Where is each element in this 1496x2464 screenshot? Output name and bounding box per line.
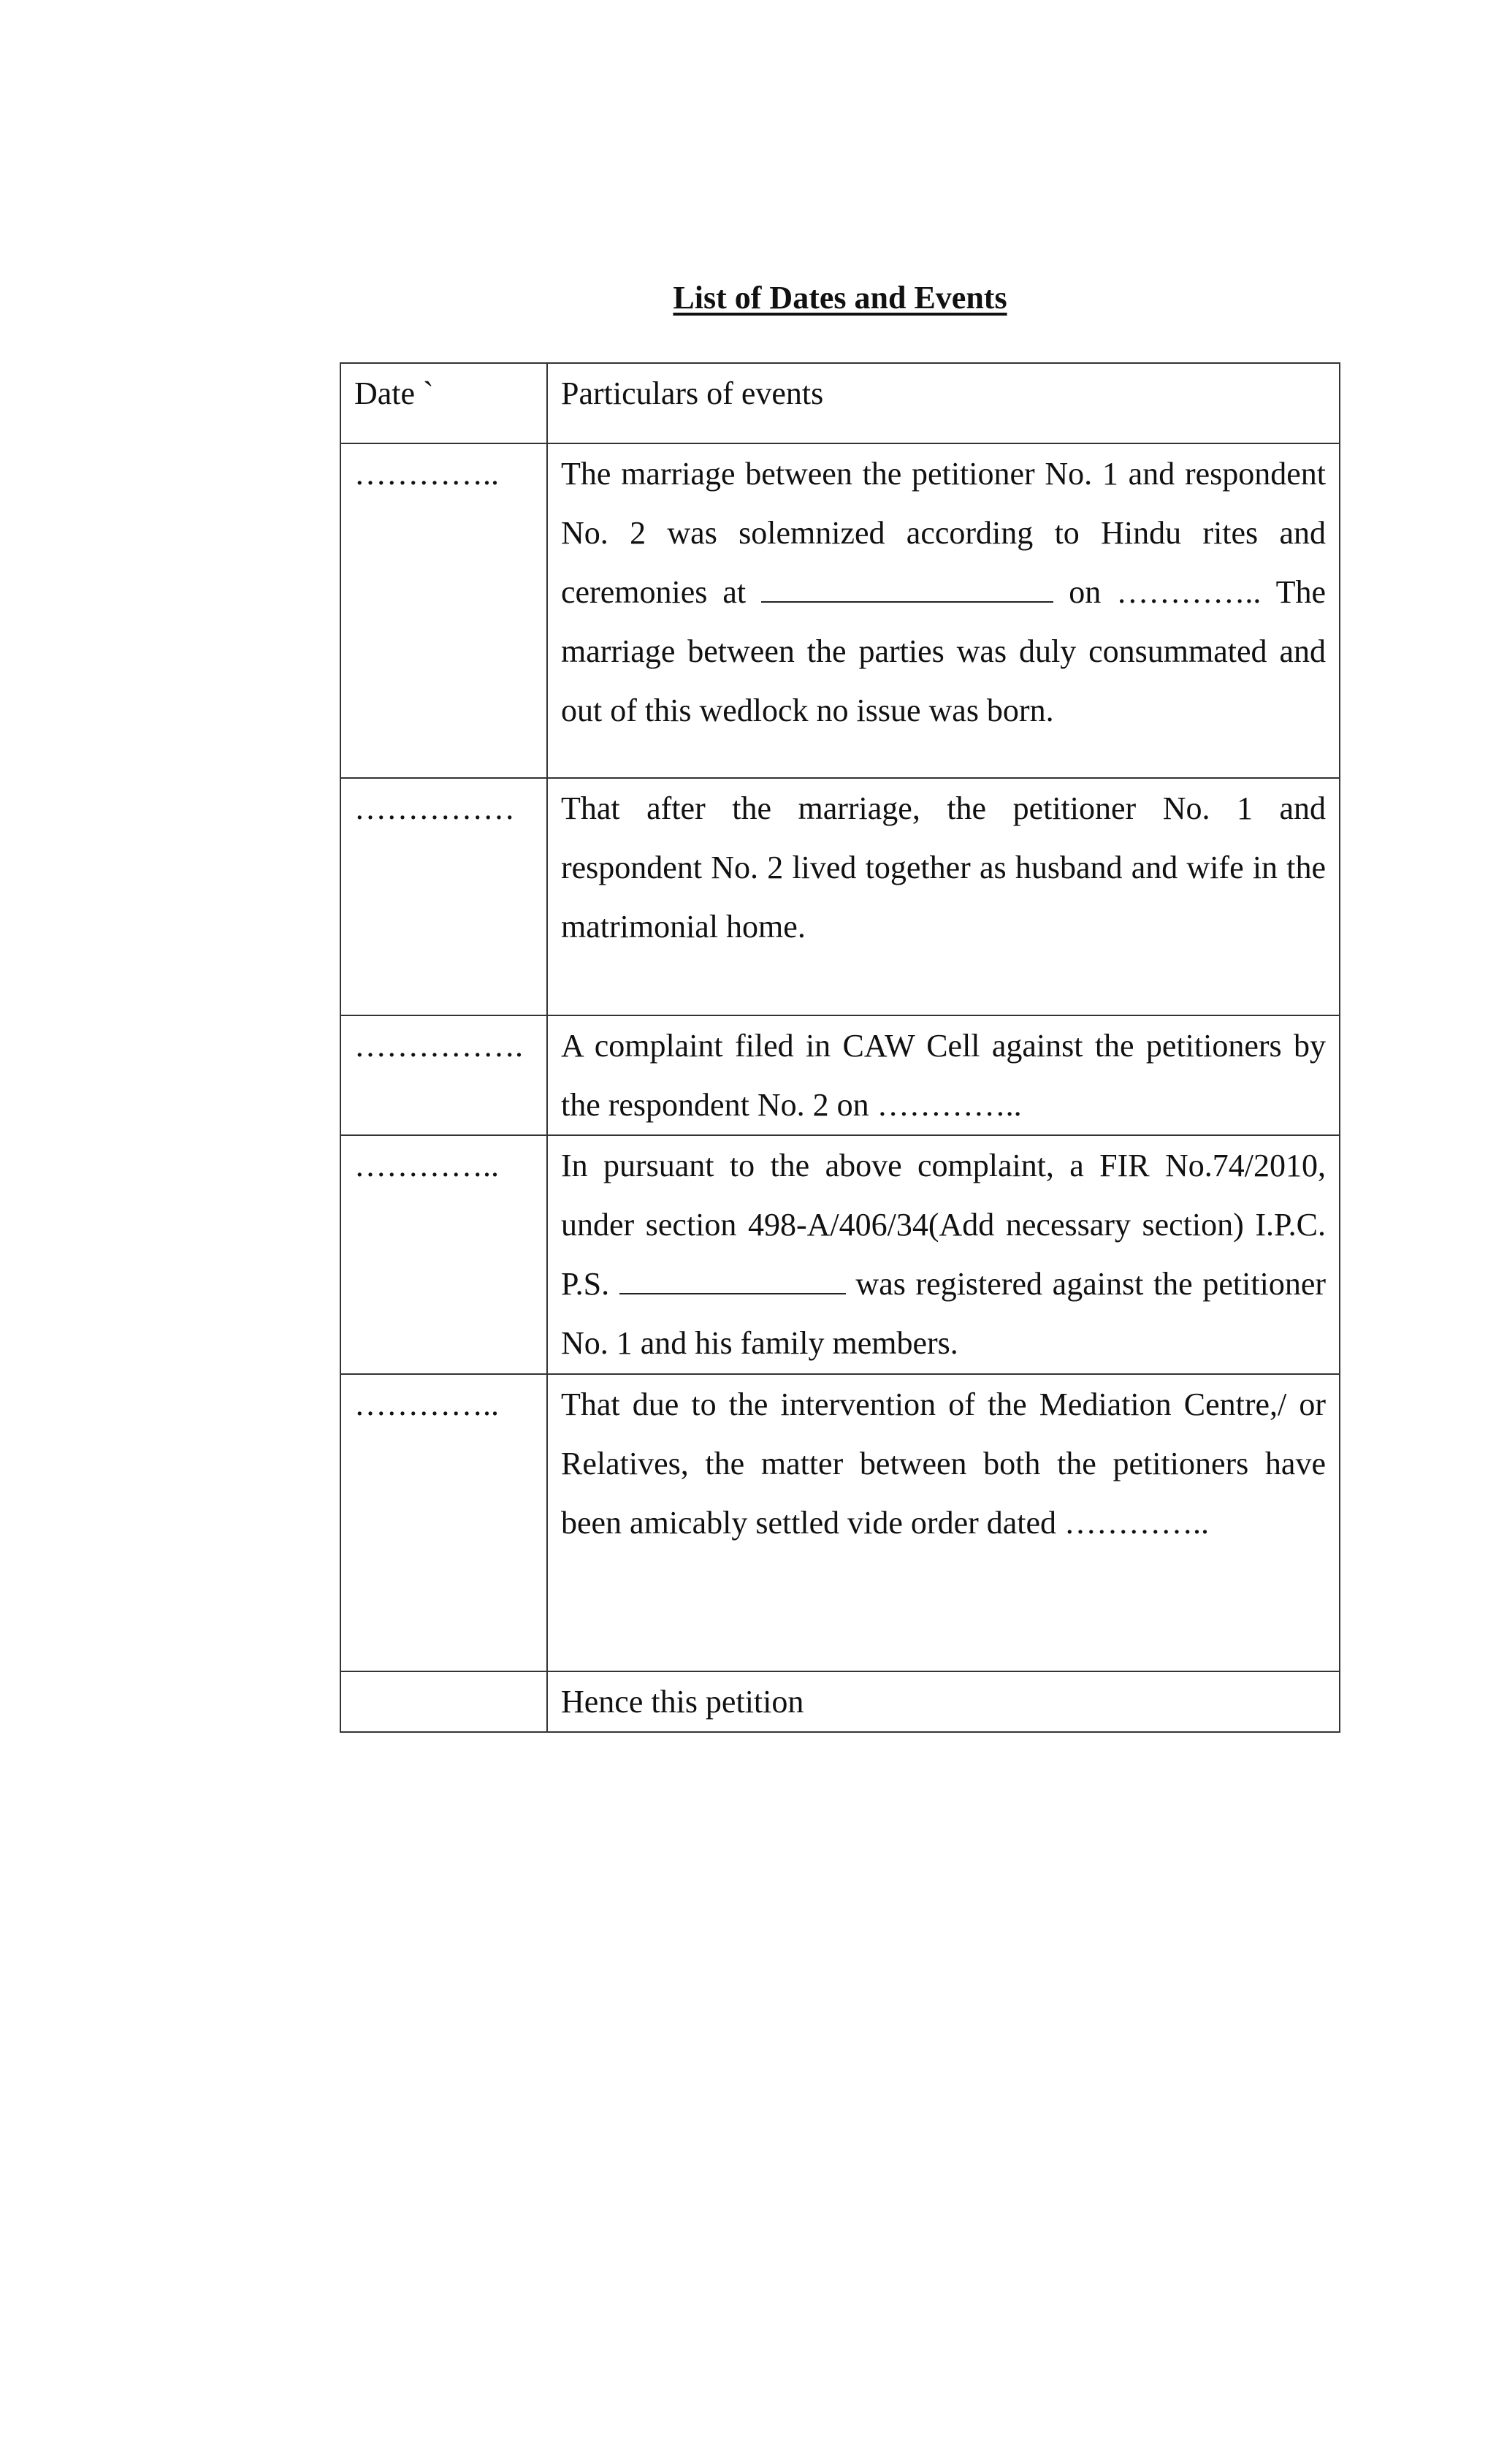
event-text: That due to the intervention of the Mediation Centre,/ or Relatives, the matter between both the petitioners have been amicably settled vide order dated ………….. [561, 1387, 1326, 1541]
event-text: was registered against the petitioner No. 1 and his family members. [561, 1266, 1326, 1361]
table-row [340, 778, 1340, 1015]
event-date: ………….. [340, 1135, 547, 1374]
table-row [340, 1671, 1340, 1732]
event-particulars [547, 1015, 1340, 1135]
event-date: …………… [340, 778, 547, 1015]
fill-in-blank [619, 1264, 846, 1294]
event-particulars [547, 443, 1340, 778]
table-row [340, 443, 1340, 778]
table-row [340, 1374, 1340, 1671]
header-date: Date ` [340, 363, 547, 443]
table-row [340, 1015, 1340, 1135]
table-row [340, 1135, 1340, 1374]
event-text: In pursuant to the above complaint, a FIR No.74/2010, under section 498-A/406/34(Add necessary section) I.P.C. P.S. [561, 1148, 1326, 1302]
event-text: on [1069, 574, 1102, 610]
table-header-row [340, 363, 1340, 443]
event-date: ………….. [340, 1374, 547, 1671]
dates-events-table [340, 362, 1340, 1733]
event-particulars: Hence this petition [547, 1671, 1340, 1732]
header-particulars: Particulars of events [547, 363, 1340, 443]
event-date [340, 1671, 547, 1732]
event-text: ………….. The marriage between the parties was duly consummated and out of this wedlock no issue was born. [561, 574, 1327, 728]
event-particulars [547, 1374, 1340, 1671]
event-text: The marriage between the petitioner No. 1 and respondent No. 2 was solemnized according to Hindu rites and ceremonies at [561, 456, 1326, 610]
event-text: A complaint filed in CAW Cell against the petitioners by the respondent No. 2 on ………….. [561, 1028, 1326, 1123]
event-date: ………….. [340, 443, 547, 778]
event-particulars [547, 1135, 1340, 1374]
event-date: ……………. [340, 1015, 547, 1135]
fill-in-blank [761, 572, 1053, 603]
event-text: That after the marriage, the petitioner No. 1 and respondent No. 2 lived together as husband and wife in the matrimonial home. [561, 790, 1326, 945]
document-title: List of Dates and Events [673, 280, 1007, 316]
event-particulars [547, 778, 1340, 1015]
